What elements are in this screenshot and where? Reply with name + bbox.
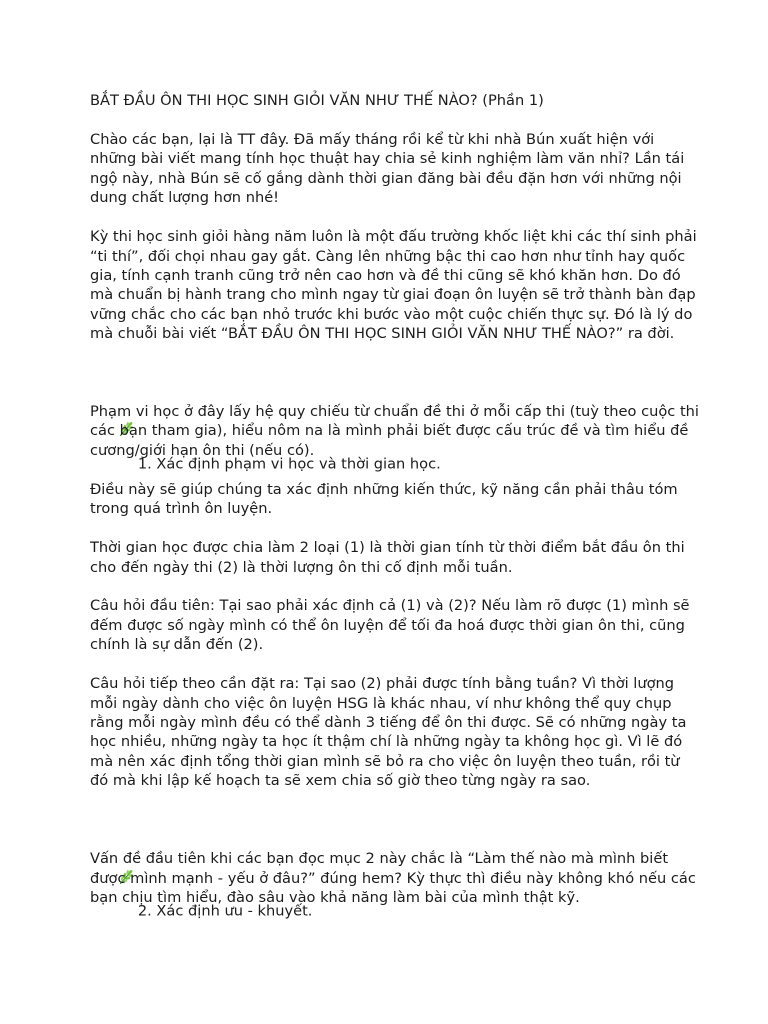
text-line: vững chắc cho các bạn nhỏ trước khi bước vào một cuộc chiến thực sự. Đó là lý do [90, 305, 693, 323]
body-paragraph [90, 480, 768, 519]
section-heading-text: 1. Xác định phạm vi học và thời gian học. [137, 454, 441, 472]
text-line: Kỳ thi học sinh giỏi hàng năm luôn là một đấu trường khốc liệt khi các thí sinh phải [90, 228, 697, 246]
text-line: gia, tính cạnh tranh cũng trở nên cao hơn và đề thi cũng sẽ khó khăn hơn. Do đó [90, 266, 681, 284]
text-line: đếm được số ngày mình có thể ôn luyện để tối đa hoá được thời gian ôn thi, cũng [90, 616, 685, 634]
text-line: cho đến ngày thi (2) là thời lượng ôn thi cố định mỗi tuần. [90, 558, 513, 576]
text-line: các bạn tham gia), hiểu nôm na là mình phải biết được cấu trúc đề và tìm hiểu đề [90, 422, 689, 440]
text-line: mà chuẩn bị hành trang cho mình ngay từ giai đoạn ôn luyện sẽ trở thành bàn đạp [90, 286, 696, 304]
title-block [90, 91, 768, 110]
intro-paragraph [90, 130, 768, 208]
text-line: chính là sự dẫn đến (2). [90, 636, 264, 654]
text-line: mỗi ngày dành cho việc ôn luyện HSG là khác nhau, ví như không thể quy chụp [90, 694, 672, 712]
body-paragraph [90, 538, 768, 577]
text-line: Câu hỏi tiếp theo cần đặt ra: Tại sao (2) phải được tính bằng tuần? Vì thời lượng [90, 675, 675, 693]
text-line: những bài viết mang tính học thuật hay chia sẻ kinh nghiệm làm văn nhỉ? Lần tái [90, 150, 685, 168]
text-line: bạn chịu tìm hiểu, đào sâu vào khả năng làm bài của mình thật kỹ. [90, 888, 580, 906]
text-line: cương/giới hạn ôn thi (nếu có). [90, 441, 315, 459]
section-1 [90, 363, 768, 791]
intro-paragraph [90, 227, 768, 344]
text-line: Điều này sẽ giúp chúng ta xác định những kiến thức, kỹ năng cần phải thâu tóm [90, 480, 678, 498]
herb-icon [118, 383, 134, 399]
body-paragraph [90, 402, 768, 460]
text-line: Thời gian học được chia làm 2 loại (1) là thời gian tính từ thời điểm bắt đầu ôn thi [90, 539, 685, 557]
body-paragraph [90, 674, 768, 791]
text-line: dung chất lượng hơn nhé! [90, 189, 280, 207]
section-2 [90, 810, 768, 919]
text-line: Chào các bạn, lại là TT đây. Đã mấy tháng rồi kể từ khi nhà Bún xuất hiện với [90, 130, 655, 148]
text-line: Câu hỏi đầu tiên: Tại sao phải xác định cả (1) và (2)? Nếu làm rõ được (1) mình sẽ [90, 597, 690, 615]
body-paragraph [90, 849, 768, 907]
document-title: BẮT ĐẦU ÔN THI HỌC SINH GIỎI VĂN NHƯ THẾ NÀO? (Phần 1) [90, 92, 544, 109]
text-line: đó mà khi lập kế hoạch ta sẽ xem chia số giờ theo từng ngày ra sao. [90, 772, 591, 790]
body-paragraph [90, 596, 768, 654]
section-heading-text: 2. Xác định ưu - khuyết. [137, 901, 313, 919]
text-line: “ti thí”, đối chọi nhau gay gắt. Càng lên những bậc thi cao hơn như tỉnh hay quốc [90, 247, 686, 265]
herb-icon [118, 830, 134, 846]
text-line: mà chuỗi bài viết “BẮT ĐẦU ÔN THI HỌC SINH GIỎI VĂN NHƯ THẾ NÀO?” ra đời. [90, 325, 675, 343]
text-line: trong quá trình ôn luyện. [90, 500, 273, 518]
text-line: được mình mạnh - yếu ở đâu?” đúng hem? Kỳ thực thì điều này không khó nếu các [90, 869, 696, 887]
text-line: rằng mỗi ngày mình đều có thể dành 3 tiếng để ôn thi được. Sẽ có những ngày ta [90, 714, 687, 731]
text-line: mà nên xác định tổng thời gian mình sẽ bỏ ra cho việc ôn luyện theo tuần, rồi từ [90, 752, 680, 770]
text-line: Vấn đề đầu tiên khi các bạn đọc mục 2 này chắc là “Làm thế nào mà mình biết [90, 850, 669, 868]
text-line: học nhiều, những ngày ta học ít thậm chí là những ngày ta không học gì. Vì lẽ đó [90, 733, 683, 751]
text-line: ngộ này, nhà Bún sẽ cố gắng dành thời gian đăng bài đều đặn hơn với những nội [90, 169, 682, 187]
text-line: Phạm vi học ở đây lấy hệ quy chiếu từ chuẩn đề thi ở mỗi cấp thi (tuỳ theo cuộc thi [90, 403, 699, 420]
